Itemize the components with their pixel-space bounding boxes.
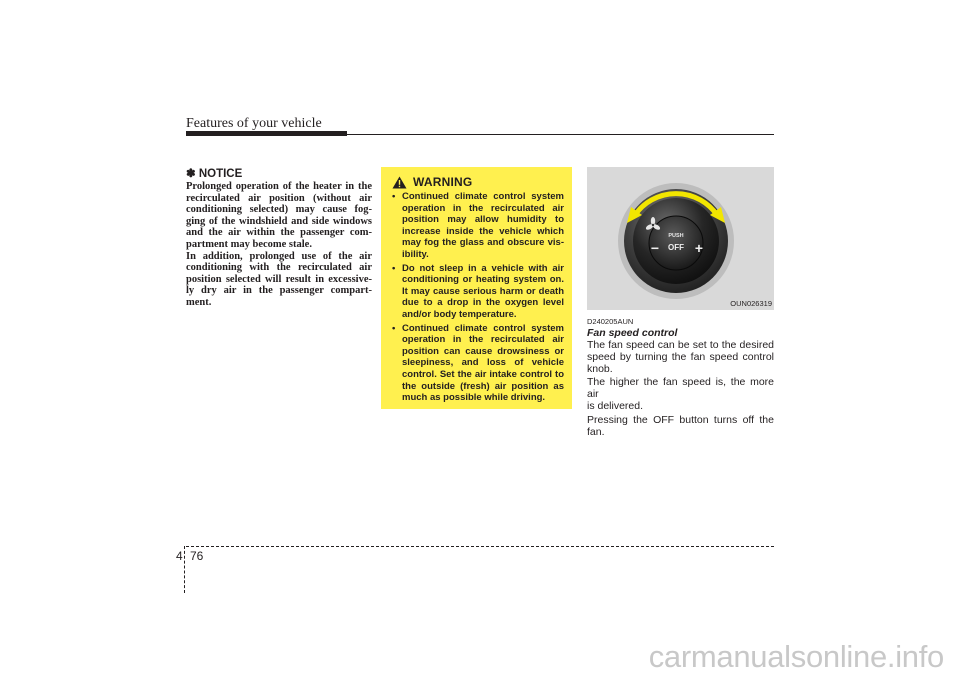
footer-rule [186,546,774,547]
notice-line: conditioning with the recirculated air [186,262,372,274]
paragraph-line: is delivered. [587,399,644,412]
notice-line: position selected will result in excessive- [186,273,372,285]
warning-line: and/or body temperature. [402,308,517,320]
notice-line: and the air within the passenger com- [186,227,372,239]
warning-line: position may allow humidity to [402,214,564,226]
figure-code: OUN026319 [730,299,772,308]
warning-item [390,191,564,261]
warning-triangle-icon [392,176,407,189]
warning-title: WARNING [413,175,473,189]
plus-label: + [694,240,704,256]
header-rule-thin [347,134,774,135]
notice-line: recirculated air position (without air [186,192,372,204]
warning-line: increase inside the vehicle which [402,225,564,237]
fan-knob-figure [587,167,774,310]
warning-box [381,167,572,409]
warning-line: Do not sleep in a vehicle with air [402,262,564,274]
section-code: D240205AUN [587,317,634,326]
paragraph-line: Pressing the OFF button turns off the [587,413,774,426]
knob-off-label: OFF [668,243,684,252]
watermark: carmanualsonline.info [648,639,944,674]
warning-line: much as possible while driving. [402,392,546,404]
warning-line: operation in the recirculated air [402,334,564,346]
paragraph-line: fan. [587,425,605,438]
warning-line: sleepiness, and loss of vehicle [402,357,564,369]
section-title: Fan speed control [587,327,678,339]
notice-line: partment may become stale. [186,238,312,250]
warning-item [390,263,564,321]
warning-line: operation in the recirculated air [402,202,564,214]
warning-line: Continued climate control system [402,322,564,334]
bullet-icon: • [392,191,396,202]
warning-line: the outside (fresh) air position as [402,380,564,392]
page-number: 76 [190,549,204,563]
footer-divider [184,546,185,593]
fan-knob-illustration [587,167,774,310]
knob-push-label: PUSH [668,233,684,239]
notice-line: Prolonged operation of the heater in the [186,181,372,192]
warning-line: position can cause drowsiness or [402,345,564,357]
bullet-icon: • [392,262,396,274]
warning-header [390,175,564,189]
notice-line: conditioning selected) may cause fog- [186,204,372,216]
warning-list [390,191,564,404]
chapter-number: 4 [176,549,183,563]
bullet-icon: • [392,322,396,334]
paragraph-line: The higher the fan speed is, the more air [587,376,774,401]
warning-line: due to a drop in the oxygen level [402,297,564,309]
header-rule [186,131,347,136]
paragraph-line: The fan speed can be set to the desired [587,339,774,351]
notice-section [186,167,372,309]
notice-line: In addition, prolonged use of the air [186,250,372,262]
warning-line: may fog the glass and obscure vis- [402,237,564,249]
notice-title: ✽ NOTICE [186,168,243,180]
warning-line: Continued climate control system [402,191,564,202]
fan-speed-section [587,317,774,440]
paragraph-line: speed by turning the fan speed control [587,350,774,363]
warning-item [390,323,564,404]
paragraph-line: knob. [587,362,613,375]
notice-line: ment. [186,296,212,308]
warning-line: It may cause serious harm or death [402,285,564,297]
notice-body [186,181,372,309]
minus-label: − [650,240,660,256]
notice-line: ly dry air in the passenger compart- [186,285,372,297]
warning-line: ibility. [402,248,429,260]
warning-line: conditioning or heating system on. [402,274,564,286]
notice-line: ging of the windshield and side windows [186,215,372,227]
warning-line: control. Set the air intake control to [402,368,564,380]
header-title: Features of your vehicle [186,116,322,131]
